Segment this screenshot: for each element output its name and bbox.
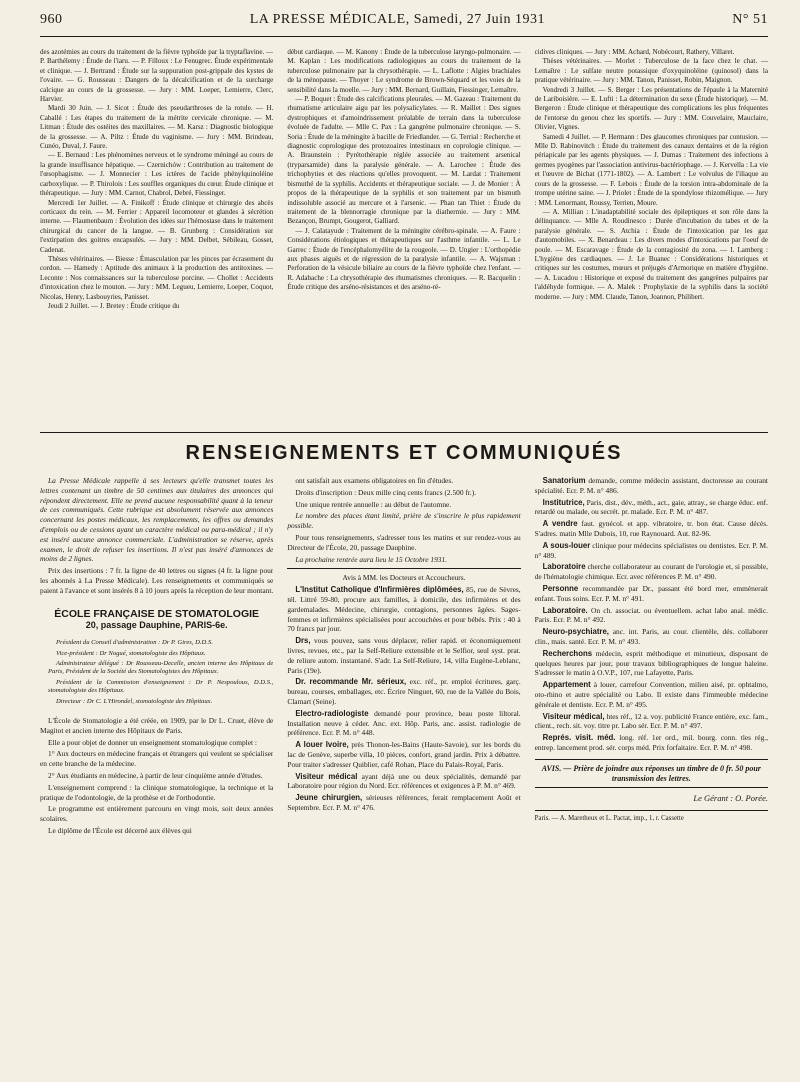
ad-lead: Visiteur médical [295,771,358,781]
ad-lead: L'Institut Catholique d'Infirmières diplômées, [295,585,464,595]
thesis-entry: Jeudi 2 Juillet. — J. Bretey : Étude critique du [48,301,180,310]
ad-text: On ch. associat. ou éventuellem. achat labo anal. médic. Paris. Ecr. P. M. n° 492. [534,605,768,625]
classified-ads [287,585,520,813]
classified-ad [535,606,768,626]
avis-heading: Avis à MM. les Docteurs et Accoucheurs. [342,573,466,583]
theses-listing [40,48,768,426]
printer-imprint: Paris. — A. Maretheux et L. Pactat, imp., 1, r. Cassette [535,810,768,824]
ad-text: exc. réf., pr. emploi écritures, garç. bureau, courses, emballages, etc. Écrire Ninguet, 60, rue de la Vallée du Bois, Clamart (Seine). [287,677,521,706]
running-head [40,12,768,32]
school-paragraph: Le nombre des places étant limité, prière de s'inscrire le plus rapidement possible. [287,511,521,531]
ad-lead: Visiteur médical, [542,711,605,721]
school-paragraph: L'enseignement comprend : la clinique stomatologique, la technique et la pratique de l'odontologie, de la prothèse et de l'orthodontie. [40,782,274,802]
thesis-entry: — J. Calatayude : Traitement de la méningite cérébro-spinale. — A. Faure : Considérations étiologiques et thérapeutiques sur l'asthme infantile. — L. Le Garrec : Étude de l'encéphalomyélite de la rougeole. — D. Ungier : L'orthopédie aux phases aiguës et de régression de la paralysie infantile. — A. Wajsman : Perforation de la vésicule biliaire au cours de la fièvre typhoïde chez l'enfant. — R. Adabache : La chrysothérapie des rhumatismes chroniques. — R. Bacquelin : Étude critique des arséno-résistances et des arséno-ré- [287,226,521,292]
ad-text: recommandée par Dr., passant été bord mer, emmènerait enfant. Tous soins. Ecr. P. M. n° 491. [534,583,768,603]
classified-ad [287,636,520,675]
ad-lead: Electro-radiologiste [295,708,369,718]
school-paragraph: Une unique rentrée annuelle : au début de l'automne. [295,499,452,509]
avis-notice: AVIS. — Prière de joindre aux réponses un timbre de 0 fr. 50 pour transmission des lettres. [535,759,768,789]
ad-lead: Laboratoire. [542,605,588,615]
ad-text: clinique pour médecins spécialistes ou dentistes. Ecr. P. M. n° 489. [534,540,768,560]
officer-item: Directeur : Dr C. L'Hirondel, stomatologiste des Hôpitaux. [56,697,213,705]
school-paragraph: ont satisfait aux examens obligatoires en fin d'études. [295,476,454,485]
ad-lead: Institutrice, [542,497,585,507]
ad-text: demande, comme médecin assistant, doctoresse au courant spécialité. Ecr. P. M. n° 486. [534,476,768,495]
thesis-entry: des azotémies au cours du traitement de la fièvre typhoïde par la tryptaflavine. — P. Barthélemy : Étude de l'iaru. — P. Filloux : Le Fenugrec. Étude expérimentale et clinique. — J. Bertrand : Étude sur la suppuration post-grippale des kystes de l'ovaire. — G. Rousseau : Dangers de la décalcification et de la surcharge calcique au cours de la grossesse. — Jury : MM. Loeper, Lemierre, Clerc, Harvier. [40,48,274,104]
ad-text: vous pouvez, sans vous déplacer, relier rapid. et économiquement livres, revues, etc., par la Self-Reliure extensible et le Selfior, seul syst. prat. de reliure autom. instantané. S'adr. La Self-Reliure, 14, villa Eugène-Leblanc, Paris (19e). [287,636,521,675]
thesis-entry: Vendredi 3 Juillet. — S. Berger : Les présentations de l'épaule à la Maternité de Lariboisière. — E. Lufti : La détermination du sexe (Étude historique). — M. Bergeron : Étude clinique et thérapeutique des complications les plus fréquentes de l'entorse du genou chez les sportifs. — Jury : MM. Couvelaire, Mauclaire, Olivier, Vignes. [534,85,768,132]
classified-ad [535,627,768,647]
ad-lead: Dr. recommande Mr. sérieux, [295,677,407,687]
school-title: ÉCOLE FRANÇAISE DE STOMATOLOGIE [54,607,260,620]
divider [287,568,520,569]
thesis-entry: — P. Boquet : Étude des calcifications pleurales. — M. Gazeau : Traitement du rhumatisme articulaire aigu par les polysalicylates. — R. Maillet : Des signes dystrophiques et d'amoindrissement préalable de terrain dans la tuberculose évoluée de l'adulte. — Mlle C. Pax : La gangrène pulmonaire chronique. — S. Soria : Étude de la méningite à bacille de Friedlander. — G. Terrial : Recherche et diagnostic coprologique des protozoaires intestinaux en coprologie clinique. — A. Braunstein : Pyrétothérapie réglée associée au traitement arsenical (tryparsamide) dans la paralysie générale. — A. Larocheе : Étude des trichophyties et des réactions qu'elles provoquent. — M. Lardat : Traitement bismuthé de la syphilis. Accidents et thérapeutique sociale. — J. de Monier : À propos de la thérapeutique de la syphilis et son traitement par un bismuth indissoluble associé au mercure et à l'arsenic. — Phan tan Thiet : Étude du traitement de la blennorragie chronique par la diathermie. — Jury : MM. Bezançon, Brumpt, Gougerot, Galliard. [287,95,521,226]
officer-item: Président de la Commission d'enseignement : Dr P. Nespoulous, D.D.S., stomatologiste des Hôpitaux. [48,678,274,695]
announcements [40,476,768,1066]
theses-column-1 [40,48,273,426]
issue-number: N° 51 [732,12,768,27]
journal-title: LA PRESSE MÉDICALE, Samedi, 27 Juin 1931 [249,12,546,27]
ad-text: à louer, carrefour Convention, milieu aisé, pr. ophtalmo, oto-rhino et autre spécialité ou Labo. Il existe dans l'immeuble médecine générale et dentiste. Ecr. P. M. n° 495. [534,680,768,709]
classified-ad [535,649,768,678]
classified-ad [287,793,520,813]
school-paragraph: Elle a pour objet de donner un enseignement stomatologique complet : [48,737,257,747]
announcements-column-2 [287,476,520,1066]
ad-lead: Sanatorium [542,476,586,485]
ad-lead: Laboratoire [542,562,586,572]
section-banner: RENSEIGNEMENTS ET COMMUNIQUÉS [185,442,623,464]
classified-ad [535,733,768,753]
ad-lead: Appartement [542,680,591,690]
ad-lead: Personne [542,583,579,593]
page-number: 960 [40,12,63,27]
ad-text: faut. gynécol. et app. vibratoire, tr. bon état. Cause décès. S'adres. matin Mlle Dubois, 10, rue Raynouard. Aut. 82-96. [534,519,768,538]
ad-text: htes réf., 12 a. voy. publicité France entière, exc. fam., client., rech. sit. voy. titre pr. Labo sér. Ecr. P. M. n° 497. [534,711,768,731]
ad-lead: Neuro-psychiatre, [542,627,609,637]
theses-column-2 [287,48,520,426]
classified-ad [535,584,768,604]
ad-text: Paris, dist., dév., méth., act., gaie, attray., se charge éduc. enf. retardé ou malade, ou secrét. pr. malade. Ecr. P. M. n° 487. [534,497,768,517]
school-paragraph: Le diplôme de l'École est décerné aux élèves qui [48,825,192,835]
school-paragraph: Droits d'inscription : Deux mille cinq cents francs (2.500 fr.). [295,487,477,497]
theses-column-3 [535,48,768,426]
thesis-entry: Mardi 30 Juin. — J. Sicot : Étude des pseudarthroses de la rotule. — H. Caballé : Les étapes du traitement de la métrite cervicale chronique. — M. Litman : Étude des ostéites des maxillaires. — M. Karsz : Diagnostic biologique de la grossesse. — A. Piltz : Étude du vaginisme. — Jury : MM. Brindeau, Cunéo, Duval, J. Faure. [40,104,274,151]
gerant-signature: Le Gérant : O. Porée. [693,793,768,804]
thesis-entry: Thèses vétérinaires. — Biesse : Émasculation par les pinces par écrasement du cordon. — Hamedy : Aptitude des animaux à la production des antitoxines. — Leconte : Nos connaissances sur la tuberculose porcine. — Chollet : Accidents d'intoxication chez le mouton. — Jury : MM. Legueu, Lemierre, Loeper, Coquot, Nicolas, Henry, Lasbouyries, Panisset. [40,254,274,301]
school-paragraph: Pour tous renseignements, s'adresser tous les matins et sur rendez-vous au Directeur de l'École, 20, passage Dauphine. [287,532,521,552]
thesis-entry: Thèses vétérinaires. — Morlet : Tuberculose de la face chez le chat. — Lemaître : Le sulfate neutre potassique d'oxyquinoléine (quinosol) dans la pratique vétérinaire. — Jury : MM. Tanon, Panisset, Robin, Maignon. [534,57,768,85]
officer-item: Président du Conseil d'administration : Dr P. Gires, D.D.S. [56,639,213,647]
classified-ad [287,740,520,769]
school-address: 20, passage Dauphine, PARIS-6e. [85,620,228,631]
officer-list [40,639,273,706]
school-paragraph: Le programme est entièrement parcouru en vingt mois, soit deux années scolaires. [40,804,274,824]
ad-text: ayant déjà une ou deux spécialités, demandé par Laboratoire pour région du Nord. Ecr. références et exigences à P. M. n° 469. [287,771,521,791]
classified-ad [535,562,768,582]
classified-ad [535,519,768,539]
officer-item: Administrateur délégué : Dr Rousseau-Decelle, ancien interne des Hôpitaux de Paris, Président de la Société des Stomatologistes des Hôpitaux. [48,659,274,676]
ad-text: sérieuses références, ferait remplacement Août et Septembre. Ecr. P. M. n° 476. [287,793,521,812]
thesis-entry: début cardiaque. — M. Kanony : Étude de la tuberculose laryngo-pulmonaire. — M. Kaplan : Les modifications radiologiques au cours du traitement de la tuberculose pulmonaire par la chrysothérapie. — L. Laflotte : Algies brachiales de la ménopause. — Thoyer : Le syndrome de Brown-Séquard et les voies de la sensibilité dans la moelle. — Jury : MM. Bernard, Guillain, Fiessinger, Lemaître. [287,48,521,94]
ad-lead: A vendre [542,519,578,529]
classified-ad [535,680,768,709]
thesis-entry: cidives cliniques. — Jury : MM. Achard, Nobécourt, Rathery, Villaret. [534,48,735,56]
classified-ad [535,476,768,496]
classified-ad [287,772,520,792]
school-paragraph: 2° Aux étudiants en médecine, à partir de leur cinquième année d'études. [48,770,263,780]
notice-intro: La Presse Médicale rappelle à ses lecteurs qu'elle transmet toutes les lettres contenant un timbre de 50 centimes aux titulaires des annonces qui répondent directement. Elle ne prend aucune responsabilité quant à la teneur de ces communiqués. Cette rubrique est absolument réservée aux annonces concernant les postes médicaux, les remplacements, les offres ou demandes d'emplois ou de cessions ayant un caractère médical ou para-médical ; il n'y est inséré aucune annonce commerciale. L'administration se réserve, après examen, le droit de refuser les insertions. Il n'est pas inséré d'annonces de moins de 2 lignes. [40,476,274,564]
school-paragraph: La prochaine rentrée aura lieu le 15 Octobre 1931. [295,554,448,564]
ad-text: médecin, esprit méthodique et minutieux, disposant de quelques heures par jour, pour travaux bibliographiques de longue haleine. S'adresser le matin à O.V.P., 107, rue Lafayette, Paris. [534,648,768,678]
ad-text: près Thonon-les-Bains (Haute-Savoie), sur les bords du lac de Genève, superbe villa, 10 pièces, confort, grand jardin. Prix à débattre. Pour traiter s'adresser Quiblier, café Rohan, Place du Palais-Royal, Paris. [287,740,521,769]
section-rule [40,432,768,433]
announcements-column-1 [40,476,273,1066]
header-rule [40,36,768,37]
classified-ad [535,712,768,732]
ad-text: 85, rue de Sèvres, tél. Littré 59-80, procure aux familles, à domicile, des infirmières et des gardemalades. Médecine, chirurgie, contagions, personnes âgées. Sages-femmes et infirmières spécialisées pour accouchées et pour bébés. Prix : 40 à 70 francs par jour. [287,585,521,634]
school-paragraph: 1° Aux docteurs en médecine français et étrangers qui veulent se spécialiser en cette branche de la médecine. [40,749,274,769]
classified-ad [535,541,768,561]
school-paragraph: L'École de Stomatologie a été créée, en 1909, par le Dr L. Cruet, élève de Magitot et ancien interne des Hôpitaux de Paris. [40,716,274,735]
ad-lead: Représ. visit. méd. [542,733,616,743]
notice-prices: Prix des insertions : 7 fr. la ligne de 40 lettres ou signes (4 fr. la ligne pour les abonnés à La Presse Médicale). Les renseignements et communiqués se paient à l'avance et sont insérés 8 à 10 jours après la réception de leur montant. [40,566,274,595]
thesis-entry: — E. Bernaud : Les phénomènes nerveux et le syndrome méningé au cours de la grande insuffisance hépatique. — Czernichów : Contribution au traitement de l'œsophagisme. — J. Monnecier : Les ictères de l'acide phénylquinoléine carboxylique. — P. Thirolois : Les souffles organiques du cœur. Étude clinique et thérapeutique. — Jury : MM. Carnot, Chabrol, Debré, Fiessinger. [40,151,274,198]
ad-lead: Drs, [295,636,311,646]
officer-item: Vice-président : Dr Nogué, stomatologiste des Hôpitaux. [56,649,206,657]
ad-text: anc. int. Paris, au cour. clientèle, dés. collaborer clin., mais. santé. Ecr. P. M. n° 493. [534,627,768,646]
thesis-entry: Mercredi 1er Juillet. — A. Finikoff : Étude clinique et chirurgie des abcès corticaux du rein. — M. Ferrier : Appareil locomoteur et glandes à sécrétion interne. — Flaumenbaum : Évolution des idées sur l'hémostase dans le traitement chirurgical du cancer de la langue. — B. Grunberg : Considération sur l'extirpation des goitres encapsulés. — Jury : MM. Delbet, Sébileau, Gosset, Cadenat. [40,198,274,254]
thesis-entry: Samedi 4 Juillet. — P. Hermann : Des glaucomes chroniques par contusion. — Mlle D. Rabinovitch : Étude du traitement des canaux dentaires et de la région périapicale par les agents physiques. — J. Dumas : Traitement des infections à germes pyogènes par l'association antivirus-bactériophage. — J. Kervella : La vie et l'œuvre de Bichat (1771-1802). — A. Lambert : Le volvulus de l'iliaque au cours de la grossesse. — F. Lebois : Étude de la torsion intra-abdominale de la trompe utérine saine. — J. Priolet : Étude de la spondylose rhizomélique. — Jury : MM. Lenormant, Roussy, Terrien, Moure. [534,132,768,207]
ad-text: demandé pour province, beau poste liltoral. Installation neuve à céder. Anc. ext. Hôp. Paris, anc. assist. radiologie de préférence. Ecr. P. M. n° 448. [287,708,521,738]
ad-lead: A sous-louer [542,540,591,550]
classified-ad [287,585,520,634]
ad-lead: A louer Ivoire, [295,740,349,750]
classified-ads [535,476,768,753]
ad-lead: Jeune chirurgien, [295,793,363,803]
announcements-column-3 [535,476,768,1066]
ad-text: cherche collaborateur au courant de l'urologie et, si possible, de l'hématologie chimique. Ecr. avec références P. M. n° 490. [534,562,768,582]
ad-lead: Recherchons [542,648,593,658]
ad-text: long. réf. 1er ord., mil. bourg. conn. tles rég., entrep. lancement prod. sér. corps méd. Prix forfaitaire. Ecr. P. M. n° 498. [534,733,768,752]
classified-ad [535,498,768,518]
classified-ad [287,677,520,706]
classified-ad [287,709,520,738]
thesis-entry: — A. Millian : L'inadaptabilité sociale des épileptiques et son rôle dans la délinquance. — Mlle A. Roudinesco : Durée d'incubation du tabes et de la paralysie générale. — S. Atchia : Étude de l'intoxication par les gaz d'automobiles. — X. Benardeau : Les divers modes d'intoxications par l'oeuf de poule. — M. Escaravage : Étude de la contagiosité du zona. — I. Lamberg : L'hygiène des cardiaques. — J. Le Buanec : Considérations historiques et critiques sur les costumes, mœurs et préjugés d'Armorique en matière d'hygiène. — A. Lucadou : Historique et exposé du traitement des gangrènes pulpaires par l'aldéhyde formique. — A. Malek : Prophylaxie de la syphilis dans la société moderne. — Jury : MM. Claude, Tanon, Joannon, Philibert. [534,207,768,301]
